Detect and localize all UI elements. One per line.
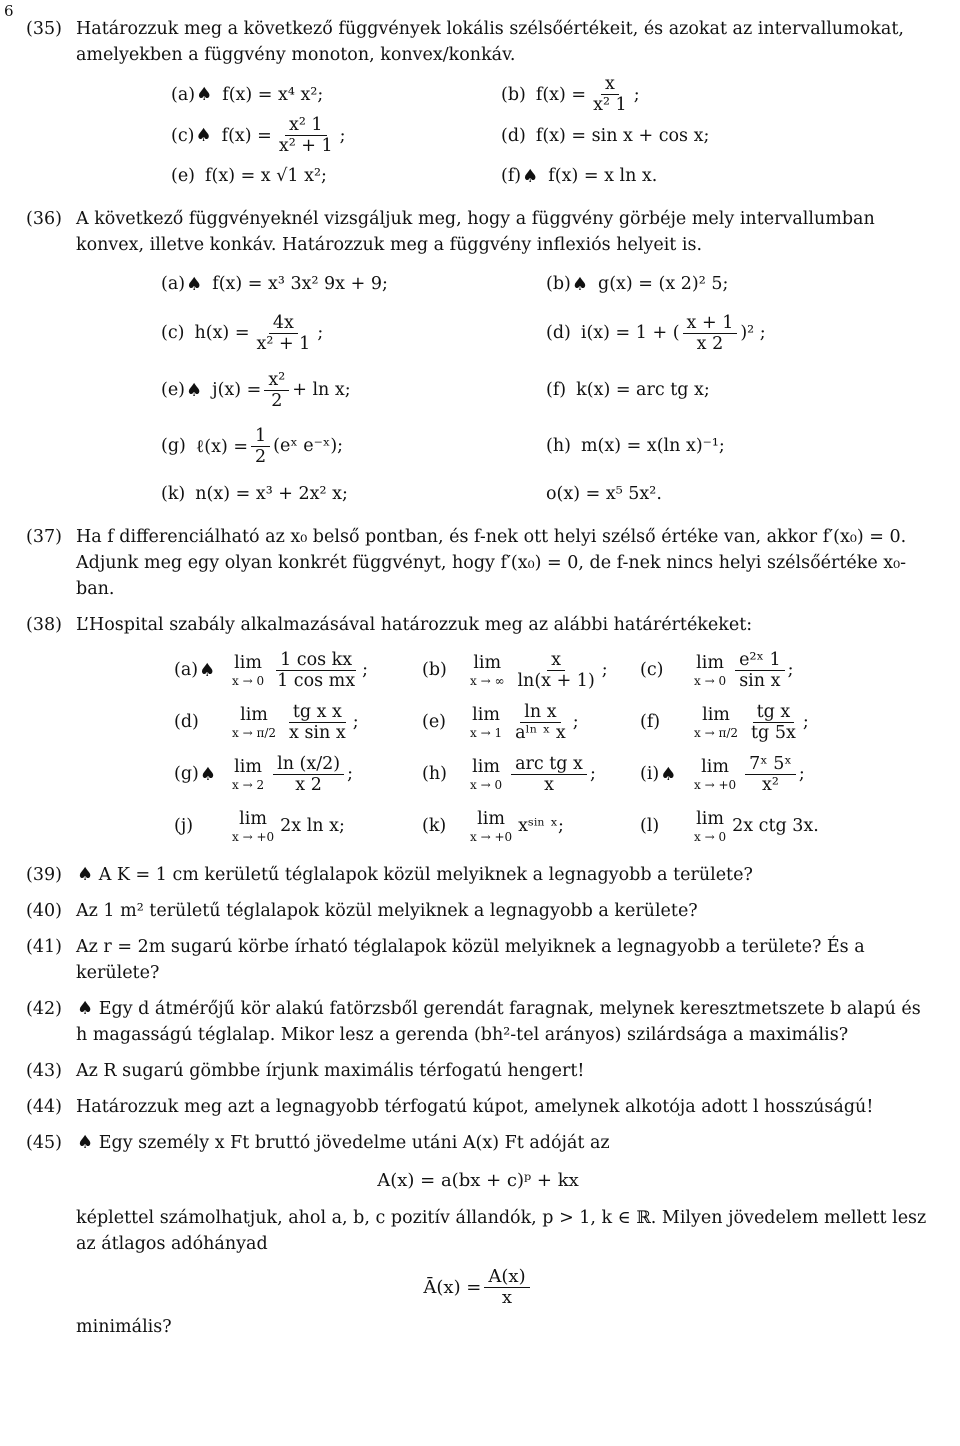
- exercise-item: (c) h(x) = $\frac{4x}{\text{x² + 1}}$ ;: [161, 312, 324, 354]
- problem-number: (44): [26, 1097, 62, 1117]
- spade-icon: ♠: [77, 1132, 94, 1153]
- problem-number: (37): [26, 527, 62, 547]
- limit-item: lim x → 0 2x ctg 3x.: [694, 809, 819, 844]
- problem-text: Az r = 2m sugarú körbe írható téglalapok közül melyiknek a legnagyobb a területe? És a kerülete?: [76, 937, 865, 983]
- problem-45: [26, 1130, 930, 1156]
- spade-icon: ♠: [186, 273, 203, 295]
- limit-item: lim x → π/2 $\frac{\text{tg x}}{tg 5x}$ ;: [694, 701, 809, 743]
- exercise-item: (k) n(x) = x³ + 2x² x;: [161, 484, 348, 504]
- problem-43: [26, 1058, 930, 1084]
- problem-text: L’Hospital szabály alkalmazásával határozzuk meg az alábbi határértékeket:: [76, 615, 753, 635]
- problem-41: [26, 934, 930, 986]
- problem-number: (43): [26, 1061, 62, 1081]
- spade-icon: ♠: [195, 125, 212, 146]
- spade-icon: ♠: [77, 998, 94, 1019]
- exercise-item: (g) ℓ(x) = $\frac{1}{2}$ (eˣ e⁻ˣ);: [161, 425, 344, 467]
- problem-37: [26, 524, 930, 602]
- limit-item: lim x → +0 $\frac{\text{7ˣ 5ˣ}}{\text{x²}}$ ;: [694, 753, 805, 795]
- limit-list-38: (a) ♠ lim x → 0 $\frac{\text{1 cos kx}}{\text{1 cos mx}}$ ; (b) lim x → ∞ $\frac{x}{\ln(x + 1)}$ ; (c) lim x → 0 $\frac{\text{e²ˣ 1}}{\text{sin x}}$ ; (d) lim x → π/2 $\frac{\text{tg x x}}{\text{x sin x}}$ ; (e) lim x → 1 $\frac{\text{ln x}}{\text{aˡⁿ ˣ x}}$ ; (f) lim x → π/2 $\frac{\text{tg x}}{tg 5x}$ ; (g) ♠ lim x → 2 $\frac{\ln (x/2)}{x 2}$ ; (h) lim x → 0 $\frac{\text{arc tg x}}{x}$ ; (i) ♠ lim x → +0 $\frac{\text{7ˣ 5ˣ}}{\text{x²}}$ ; (j) lim x → +0 2x ln x; (k) lim x → +0 xˢⁱⁿ ˣ; (l) lim x → 0 2x ctg 3x.: [26, 644, 930, 852]
- exercise-list-35: [26, 74, 930, 196]
- spade-icon: ♠: [199, 659, 216, 681]
- problem-text: Egy személy x Ft bruttó jövedelme utáni A(x) Ft adóját az: [98, 1133, 610, 1153]
- problem-text: minimális?: [76, 1317, 172, 1337]
- exercise-item: (d) i(x) = 1 + ( $\frac{x + 1}{x 2}$ )² ;: [546, 312, 766, 354]
- spade-icon: ♠: [522, 165, 539, 187]
- average-tax-formula: Ā(x) = $\frac{A(x)}{x}$: [26, 1267, 930, 1308]
- exercise-item: (e) f(x) = x √1 x²;: [171, 166, 327, 186]
- problem-39: [26, 862, 930, 888]
- problem-text: Ha f differenciálható az x₀ belső pontban, és f-nek ott helyi szélső értéke van, akkor f′(x₀) = 0. Adjunk meg egy olyan konkrét függvényt, hogy f′(x₀) = 0, de f-nek nincs helyi szélsőértéke x₀-ban.: [76, 527, 907, 599]
- exercise-item: (b) ♠ g(x) = (x 2)² 5;: [546, 273, 729, 295]
- problem-number: (42): [26, 999, 62, 1019]
- problem-text: A K = 1 cm kerületű téglalapok közül melyiknek a legnagyobb a területe?: [98, 865, 753, 885]
- limit-item: lim x → 0 $\frac{\text{e²ˣ 1}}{\text{sin x}}$ ;: [694, 649, 794, 691]
- problem-number: (38): [26, 615, 62, 635]
- problem-number: (36): [26, 209, 62, 229]
- exercise-item: (h) m(x) = x(ln x)⁻¹;: [546, 436, 725, 456]
- problem-text: Határozzuk meg a következő függvények lokális szélsőértékeit, és azokat az intervallumokat, amelyekben a függvény monoton, konvex/konkáv.: [76, 19, 904, 65]
- problem-42: [26, 996, 930, 1048]
- exercise-item: (a) ♠ f(x) = x³ 3x² 9x + 9;: [161, 273, 388, 295]
- limit-item: lim x → 0 $\frac{\text{1 cos kx}}{\text{1 cos mx}}$ ;: [232, 649, 369, 691]
- spade-icon: ♠: [77, 864, 94, 885]
- spade-icon: ♠: [660, 763, 677, 785]
- exercise-item: (c) ♠ f(x) = $\frac{\text{x² 1}}{\text{x² + 1}}$ ;: [171, 115, 346, 156]
- exercise-item: (b) f(x) = $\frac{x}{\text{x² 1}}$ ;: [501, 74, 640, 115]
- limit-item: lim x → +0 xˢⁱⁿ ˣ;: [470, 809, 564, 844]
- spade-icon: ♠: [571, 273, 588, 295]
- limit-item: lim x → 1 $\frac{\text{ln x}}{\text{aˡⁿ ˣ x}}$ ;: [470, 701, 579, 743]
- problem-text: A következő függvényeknél vizsgáljuk meg, hogy a függvény görbéje mely intervallumban konvex, illetve konkáv. Határozzuk meg a függvény inflexiós helyeit is.: [76, 209, 875, 255]
- exercise-list-36: [26, 264, 930, 514]
- exercise-item: (a) ♠ f(x) = x⁴ x²;: [171, 84, 324, 105]
- problem-36: [26, 206, 930, 258]
- page-number: 6: [4, 2, 14, 20]
- limit-item: lim x → π/2 $\frac{\text{tg x x}}{\text{x sin x}}$ ;: [232, 701, 359, 743]
- exercise-item: (f) k(x) = arc tg x;: [546, 380, 710, 400]
- exercise-item: o(x) = x⁵ 5x².: [546, 484, 662, 504]
- spade-icon: ♠: [186, 379, 203, 401]
- problem-38: [26, 612, 930, 638]
- problem-45-continued: [26, 1205, 930, 1257]
- limit-item: lim x → ∞ $\frac{x}{\ln(x + 1)}$ ;: [470, 649, 608, 691]
- limit-item: lim x → +0 2x ln x;: [232, 809, 345, 844]
- problem-text: Egy d átmérőjű kör alakú fatörzsből gerendát faragnak, melynek keresztmetszete b alapú és h magasságú téglalap. Mikor lesz a gerenda (bh²-tel arányos) szilárdsága a maximális?: [76, 999, 921, 1045]
- spade-icon: ♠: [199, 763, 216, 785]
- spade-icon: ♠: [196, 84, 213, 105]
- tax-formula: A(x) = a(bx + c)ᵖ + kx: [377, 1170, 579, 1191]
- problem-number: (45): [26, 1133, 62, 1153]
- problem-text: Az 1 m² területű téglalapok közül melyiknek a legnagyobb a kerülete?: [76, 901, 698, 921]
- exercise-item: (f) ♠ f(x) = x ln x.: [501, 165, 658, 187]
- limit-item: lim x → 2 $\frac{\ln (x/2)}{x 2}$ ;: [232, 753, 353, 795]
- problem-35: [26, 16, 930, 68]
- problem-44: [26, 1094, 930, 1120]
- problem-number: (41): [26, 937, 62, 957]
- problem-text: Az R sugarú gömbbe írjunk maximális térfogatú hengert!: [76, 1061, 585, 1081]
- problem-text: Határozzuk meg azt a legnagyobb térfogatú kúpot, amelynek alkotója adott l hosszúságú!: [76, 1097, 874, 1117]
- problem-40: [26, 898, 930, 924]
- problem-number: (40): [26, 901, 62, 921]
- problem-text: képlettel számolhatjuk, ahol a, b, c pozitív állandók, p > 1, k ∈ ℝ. Milyen jövedelem mellett lesz az átlagos adóhányad: [76, 1208, 927, 1254]
- exercise-item: (d) f(x) = sin x + cos x;: [501, 125, 710, 146]
- limit-item: lim x → 0 $\frac{\text{arc tg x}}{x}$ ;: [470, 753, 596, 795]
- problem-number: (39): [26, 865, 62, 885]
- exercise-item: (e) ♠ j(x) = $\frac{\text{x²}}{2}$ + ln x;: [161, 369, 351, 411]
- problem-number: (35): [26, 19, 62, 39]
- problem-45-end: [26, 1314, 930, 1340]
